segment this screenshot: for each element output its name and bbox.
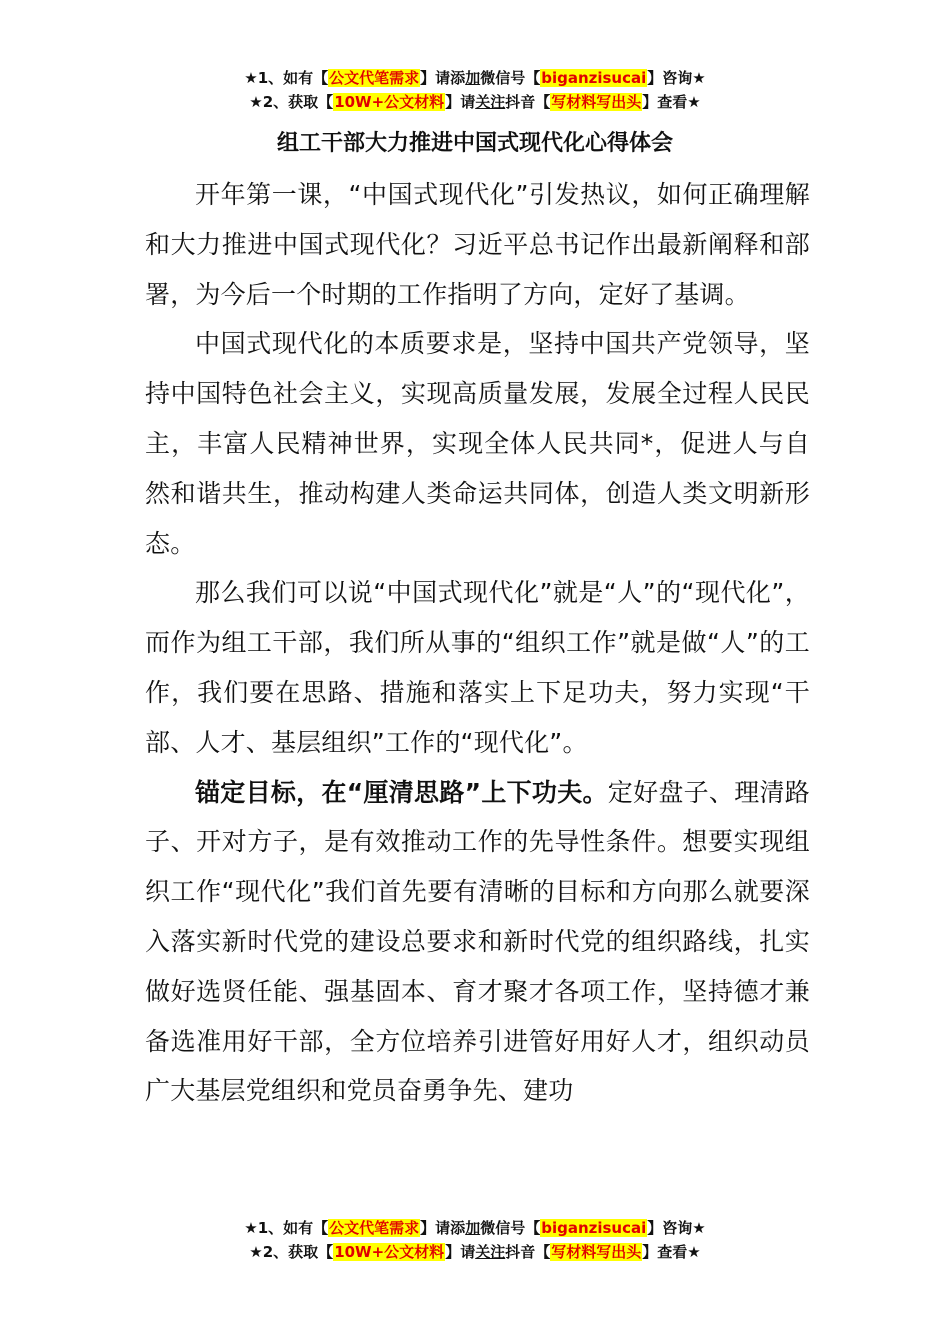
- banner-text: 】查看★: [642, 93, 701, 111]
- section-heading: 锚定目标，在“厘清思路”上下功夫。: [195, 777, 608, 807]
- paragraph-4: [145, 768, 810, 1117]
- banner-text: 】咨询★: [647, 1219, 706, 1237]
- banner-text: 】请添: [420, 69, 466, 87]
- banner-emphasis: 加: [465, 69, 481, 87]
- banner-line-2: [0, 1240, 950, 1264]
- paragraph-2: 中国式现代化的本质要求是，坚持中国共产党领导，坚持中国特色社会主义，实现高质量发展，发展全过程人民民主，丰富人民精神世界，实现全体人民共同*，促进人与自然和谐共生，推动构建人类命运共同体，创造人类文明新形态。: [145, 329, 810, 558]
- banner-emphasis: 关注: [475, 93, 506, 111]
- document-body: [145, 170, 810, 1116]
- banner-highlight: biganzisucai: [541, 69, 647, 87]
- banner-highlight: 10W+公文材料: [334, 1243, 445, 1261]
- banner-emphasis: 加: [465, 1219, 481, 1237]
- header-banner: [0, 66, 950, 114]
- banner-text: 抖音【: [505, 1243, 551, 1261]
- banner-highlight: 写材料写出头: [551, 93, 642, 111]
- banner-highlight: 10W+公文材料: [334, 93, 445, 111]
- banner-line-1: [0, 66, 950, 90]
- banner-text: ★2、获取【: [249, 1243, 334, 1261]
- paragraph-3: 那么我们可以说“中国式现代化”就是“人”的“现代化”，而作为组工干部，我们所从事的“组织工作”就是做“人”的工作，我们要在思路、措施和落实上下足功夫，努力实现“干部、人才、基层组织”工作的“现代化”。: [145, 578, 810, 757]
- banner-text: 】请: [445, 93, 476, 111]
- banner-emphasis: 关注: [475, 1243, 506, 1261]
- banner-text: 微信号【: [480, 69, 541, 87]
- banner-text: 】请: [445, 1243, 476, 1261]
- banner-line-1: [0, 1216, 950, 1240]
- banner-text: 抖音【: [505, 93, 551, 111]
- banner-line-2: [0, 90, 950, 114]
- banner-highlight: 公文代笔需求: [329, 69, 420, 87]
- banner-text: ★2、获取【: [249, 93, 334, 111]
- banner-text: 】查看★: [642, 1243, 701, 1261]
- section-text: 定好盘子、理清路子、开对方子，是有效推动工作的先导性条件。想要实现组织工作“现代化”我们首先要有清晰的目标和方向那么就要深入落实新时代党的建设总要求和新时代党的组织路线，扎实做好选贤任能、强基固本、育才聚才各项工作，坚持德才兼备选准用好干部，全方位培养引进管好用好人才，组织动员广大基层党组织和党员奋勇争先、建功: [145, 777, 811, 1106]
- footer-banner: [0, 1216, 950, 1264]
- banner-text: ★1、如有【: [244, 69, 329, 87]
- banner-text: 微信号【: [480, 1219, 541, 1237]
- banner-highlight: 公文代笔需求: [329, 1219, 420, 1237]
- banner-highlight: biganzisucai: [541, 1219, 647, 1237]
- document-title: 组工干部大力推进中国式现代化心得体会: [276, 131, 673, 156]
- banner-text: 】请添: [420, 1219, 466, 1237]
- banner-text: 】咨询★: [647, 69, 706, 87]
- banner-text: ★1、如有【: [244, 1219, 329, 1237]
- banner-highlight: 写材料写出头: [551, 1243, 642, 1261]
- paragraph-1: 开年第一课，“中国式现代化”引发热议，如何正确理解和大力推进中国式现代化？习近平总书记作出最新阐释和部署，为今后一个时期的工作指明了方向，定好了基调。: [145, 180, 810, 309]
